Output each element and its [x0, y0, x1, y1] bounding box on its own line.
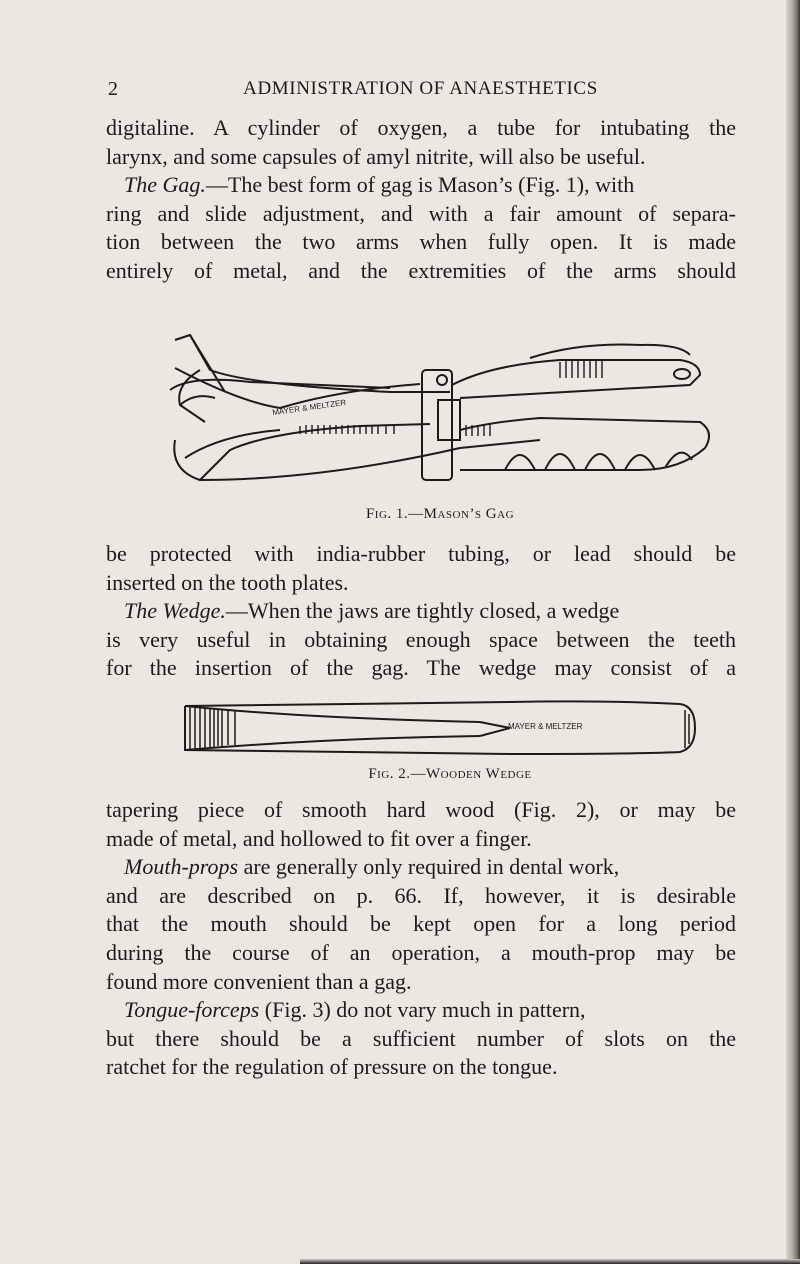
text-line: that the mouth should be kept open for a long period [106, 911, 736, 937]
page-bottom-edge [300, 1259, 800, 1264]
wooden-wedge-illustration-icon [180, 698, 720, 760]
paragraph-mouth-props [106, 853, 736, 882]
figure-2 [180, 698, 720, 788]
text-line: ratchet for the regulation of pressure on the tongue. [106, 1054, 558, 1080]
text-line: ring and slide adjustment, and with a fair amount of separa- [106, 200, 736, 226]
running-title: ADMINISTRATION OF ANAESTHETICS [243, 78, 598, 99]
text-line: larynx, and some capsules of amyl nitrite, will also be useful. [106, 143, 646, 169]
page-edge-shadow [786, 0, 800, 1264]
masons-gag-illustration-icon [160, 330, 720, 490]
text-line: during the course of an operation, a mouth-prop may be [106, 939, 736, 965]
text-block-top [106, 114, 736, 286]
heading-tongue-forceps: Tongue-forceps [124, 997, 260, 1023]
text-line: for the insertion of the gag. The wedge may consist of a [106, 655, 736, 681]
figure-1 [160, 330, 720, 530]
text-run: (Fig. 3) do not vary much in pattern, [259, 997, 586, 1023]
heading-mouth-props: Mouth-props [124, 854, 239, 880]
text-line: be protected with india-rubber tubing, or lead should be [106, 541, 736, 566]
text-line: digitaline. A cylinder of oxygen, a tube for intubating the [106, 115, 736, 140]
text-run: —The best form of gag is Mason’s (Fig. 1), with [205, 172, 635, 198]
engraved-maker-mark: MAYER & MELTZER [508, 722, 583, 731]
figure-2-caption: Fig. 2.—Wooden Wedge [368, 766, 532, 782]
text-line: tapering piece of smooth hard wood (Fig. 2), or may be [106, 797, 736, 822]
text-line: entirely of metal, and the extremities of the arms should [106, 257, 736, 283]
text-line: tion between the two arms when fully open. It is made [106, 229, 736, 255]
text-block-bottom [106, 796, 736, 1082]
text-block-middle [106, 540, 736, 683]
heading-the-wedge: The Wedge. [124, 598, 226, 624]
text-line: found more convenient than a gag. [106, 968, 412, 994]
paragraph-tongue-forceps [106, 996, 736, 1025]
figure-1-caption: Fig. 1.—Mason’s Gag [365, 506, 515, 522]
text-line: and are described on p. 66. If, however, it is desirable [106, 882, 736, 908]
text-line: made of metal, and hollowed to fit over a finger. [106, 825, 532, 851]
running-header [108, 78, 733, 108]
text-run: —When the jaws are tightly closed, a wedge [225, 598, 620, 624]
heading-the-gag: The Gag. [124, 172, 206, 198]
text-run: are generally only required in dental work, [238, 854, 620, 880]
text-line: is very useful in obtaining enough space between the teeth [106, 626, 736, 652]
text-line: but there should be a sufficient number of slots on the [106, 1025, 736, 1051]
paragraph-gag [106, 171, 736, 200]
page-number: 2 [108, 78, 118, 100]
engraved-maker-mark: MAYER & MELTZER [271, 397, 347, 418]
text-line: inserted on the tooth plates. [106, 569, 349, 595]
paragraph-wedge [106, 597, 736, 626]
